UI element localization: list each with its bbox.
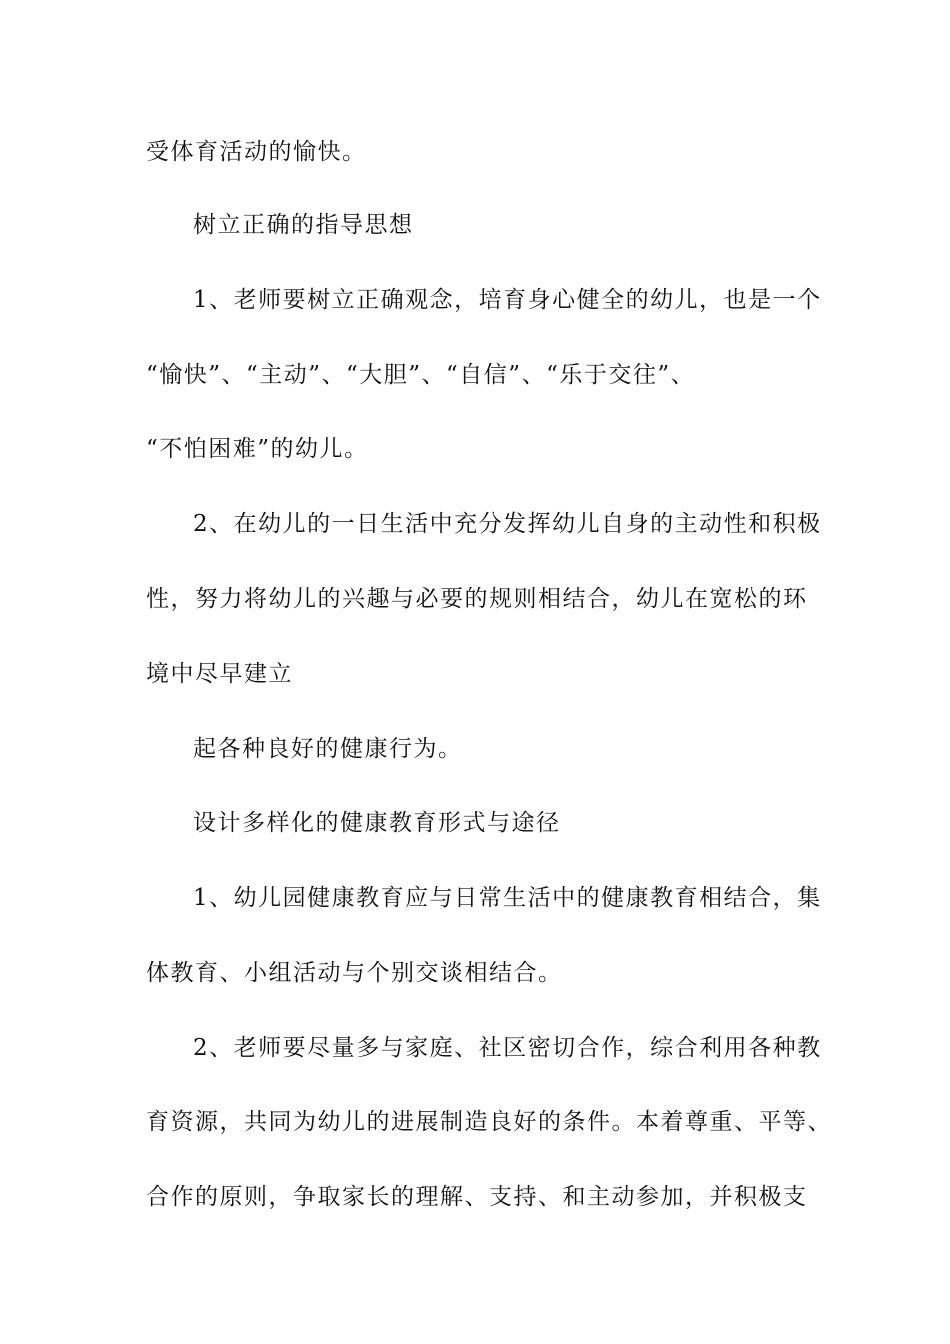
text-line: 育资源，共同为幼儿的进展制造良好的条件。本着尊重、平等、 [146, 1109, 832, 1135]
text-line: 境中尽早建立 [146, 661, 293, 687]
section-heading: 树立正确的指导思想 [193, 212, 414, 238]
text-line: 体教育、小组活动与个别交谈相结合。 [146, 960, 563, 986]
text-line: “不怕困难”的幼儿。 [146, 436, 369, 462]
text-line: 2、在幼儿的一日生活中充分发挥幼儿自身的主动性和积极 [193, 511, 822, 537]
text-line: 2、老师要尽量多与家庭、社区密切合作，综合利用各种教 [193, 1035, 822, 1061]
text-line: “愉快”、“主动”、“大胆”、“自信”、“乐于交往”、 [146, 362, 696, 388]
text-line: 受体育活动的愉快。 [146, 139, 367, 165]
text-line: 1、幼儿园健康教育应与日常生活中的健康教育相结合，集 [193, 885, 822, 911]
text-line: 1、老师要树立正确观念，培育身心健全的幼儿，也是一个 [193, 287, 822, 313]
text-line: 起各种良好的健康行为。 [193, 736, 463, 762]
text-line: 合作的原则，争取家长的理解、支持、和主动参加，并积极支 [146, 1184, 808, 1210]
text-line: 性，努力将幼儿的兴趣与必要的规则相结合，幼儿在宽松的环 [146, 586, 808, 612]
section-heading: 设计多样化的健康教育形式与途径 [193, 810, 561, 836]
